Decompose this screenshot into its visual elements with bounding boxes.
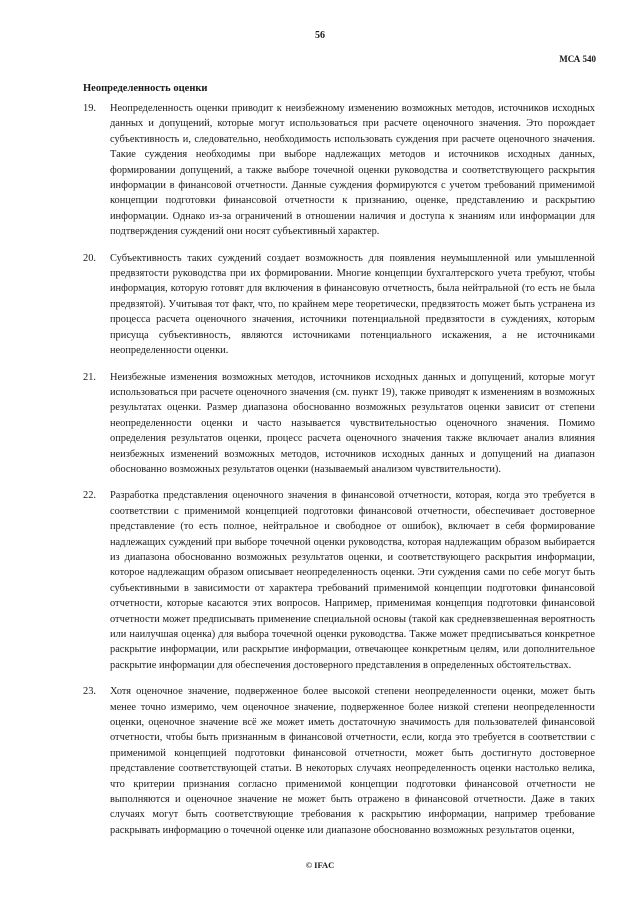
paragraph-text: Неизбежные изменения возможных методов, источников исходных данных и допущений, которые могут использоваться при расчете оценочного значения (см. пункт 19), также приводят к изменениям в возможных результатах оценки. Размер диапазона обоснованно возможных результатов оценки зависит от степени неопределенности оценки и часто называется чувствительностью оценочного значения. Помимо определения результатов оценки, процесс расчета оценочного значения также включает анализ влияния неизбежных изменений возможных методов, источников исходных данных и допущений на диапазон обоснованно возможных результатов оценки (называемый анализом чувствительности). [110,371,595,475]
paragraph-text: Разработка представления оценочного значения в финансовой отчетности, которая, когда это требуется в соответствии с применимой концепцией подготовки финансовой отчетности, обеспечивает достоверное представление (то есть полное, нейтральное и свободное от ошибок), включает в себя формирование надлежащих суждений при выборе точечной оценки руководства, которая надлежащим образом выбирается из диапазона обоснованно возможных результатов оценки, и соответствующего раскрытия информации, которое надлежащим образом описывает неопределенность оценки. Эти суждения сами по себе могут быть субъективными в зависимости от характера требований применимой концепции подготовки финансовой отчетности, которые касаются этих вопросов. Например, применимая концепция подготовки финансовой отчетности может предписывать применение специальной основы (такой как средневзвешенная вероятность или наилучшая оценка) для выбора точечной оценки руководства. Также может предписываться конкретное раскрытие информации, или раскрытие информации, отвечающее конкретным целям, или дополнительное раскрытие информации для обеспечения достоверного представления в определенных обстоятельствах. [110,490,595,671]
paragraph-number: 20. [83,252,96,264]
paragraph-text: Субъективность таких суждений создает возможность для появления неумышленной или умышленной предвзятости руководства при их формировании. Многие концепции бухгалтерского учета требуют, чтобы информация, которую готовят для включения в финансовую отчетность, была нейтральной (то есть не была предвзятой). Учитывая тот факт, что, по крайнем мере теоретически, предвзятость может быть устранена из процесса расчета оценочного значения, источники потенциальной предвзятости в суждениях, которым присуща субъективность, являются источниками потенциального искажения, а не источниками неопределенности оценки. [110,252,595,357]
paragraph-21 [83,370,595,478]
paragraph-number: 22. [83,490,96,502]
paragraph-19 [83,101,595,240]
footer-copyright: © IFAC [305,860,335,870]
section-heading: Неопределенность оценки [83,83,208,94]
paragraph-number: 19. [83,103,96,114]
paragraph-20 [83,251,595,359]
paragraph-text: Неопределенность оценки приводит к неизбежному изменению возможных методов, источников исходных данных и допущений, которые могут использоваться при расчете оценочного значения. Это порождает субъективность и, следовательно, необходимость использовать суждения при расчете оценочного значения. Такие суждения необходимы при выборе надлежащих методов и источников исходных данных, формировании допущений, а также выборе точечной оценки руководства и соответствующего раскрытия информации в финансовой отчетности. Данные суждения формируются с учетом требований применимой концепции подготовки финансовой отчетности к признанию, оценке, представлению и раскрытию информации. Однако из-за ограничений в отношении наличия и доступа к знаниям или информации для подтверждения суждений они носят субъективный характер. [110,103,595,238]
page-number: 56 [315,30,325,41]
paragraph-number: 23. [83,686,96,698]
paragraph-23 [83,684,595,838]
standard-code: МСА 540 [559,54,596,64]
paragraph-22 [83,488,595,673]
paragraph-number: 21. [83,371,96,383]
document-body [83,101,595,849]
paragraph-text: Хотя оценочное значение, подверженное более высокой степени неопределенности оценки, может быть менее точно измеримо, чем оценочное значение, подверженное более низкой степени неопределенности оценки, оценочное значение всё же может иметь достаточную значимость для пользователей финансовой отчетности, чтобы быть признанным в финансовой отчетности, если, когда это требуется в соответствии с применимой концепцией подготовки финансовой отчетности, может быть достигнуто достоверное представление соответствующей статьи. В некоторых случаях неопределенность оценки настолько велика, что критерии признания согласно применимой концепции подготовки финансовой отчетности не выполняются и оценочное значение не может быть отражено в финансовой отчетности. Даже в таких случаях могут быть соответствующие требования к раскрытию информации, например требование раскрывать информацию о точечной оценке или диапазоне обоснованно возможных результатов оценки, [110,686,595,836]
